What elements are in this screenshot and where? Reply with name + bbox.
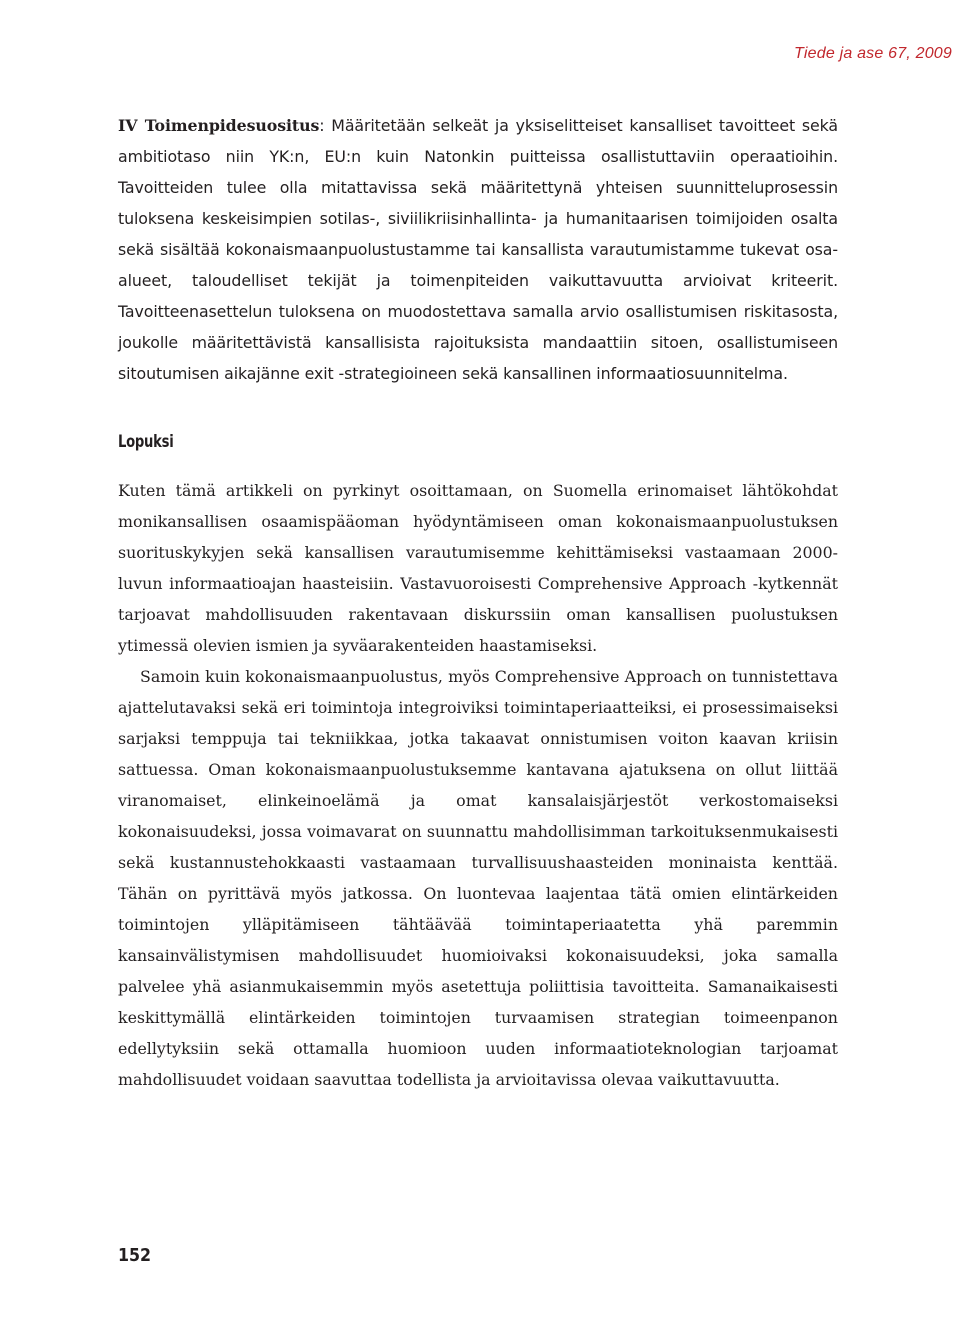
body-paragraph: Samoin kuin kokonaismaanpuolustus, myös Comprehensive Approach on tunnistettava ajattelutavaksi sekä eri toimintoja integroiviksi toimintaperiaatteiksi, ei prosessimaiseksi sarjaksi temppuja tai tekniikkaa, jotka takaavat onnistumisen voiton kaavan kriisin sattuessa. Oman kokonaismaanpuolustuksemme kantavana ajatuksena on ollut liittää viranomaiset, elinkeinoelämä ja omat kansalaisjärjestöt verkostomaiseksi kokonaisuudeksi, jossa voimavarat on suunnattu mahdollisimman tarkoituksenmukaisesti sekä kustannustehokkaasti vastaamaan turvallisuushaasteiden moninaista kenttää. Tähän on pyrittävä myös jatkossa. On luontevaa laajentaa tätä omien elintärkeiden toimintojen ylläpitämiseen tähtäävää toimintaperiaatetta yhä paremmin kansainvälistymisen mahdollisuudet huomioivaksi kokonaisuudeksi, joka samalla palvelee yhä asianmukaisemmin myös asetettuja poliittisia tavoitteita. Samanaikaisesti keskittymällä elintärkeiden toimintojen turvaamisen strategian toimeenpanon edellytyksiin sekä ottamalla huomioon uuden informaatioteknologian tarjoamat mahdollisuudet voidaan saavuttaa todellista ja arvioitavissa olevaa vaikuttavuutta. xyxy=(118,667,838,1089)
recommendation-text: : Määritetään selkeät ja yksiselitteiset kansalliset tavoitteet sekä ambitiotaso niin YK:n, EU:n kuin Natonkin puitteissa osallistuttaviin operaatioihin. Tavoitteiden tulee olla mitattavissa sekä määritettynä yhteisen suunnitteluprosessin tuloksena keskeisimpien sotilas-, siviilikriisinhallinta- ja humanitaarisen toimijoiden osalta sekä sisältää kokonaismaanpuolustustamme tai kansallista varautumistamme tukevat osa-alueet, taloudelliset tekijät ja toimenpiteiden vaikuttavuutta arvioivat kriteerit. Tavoitteenasettelun tuloksena on muodostettava samalla arvio osallistumisen riskitasosta, joukolle määritettävistä kansallisista rajoituksista mandaattiin sitoen, osallistumiseen sitoutumisen aikajänne exit -strategioineen sekä kansallinen informaatiosuunnitelma. xyxy=(118,116,839,383)
section-heading: Lopuksi xyxy=(118,432,174,452)
page-number: 152 xyxy=(118,1245,152,1266)
running-header: Tiede ja ase 67, 2009 xyxy=(794,45,952,62)
recommendation-paragraph xyxy=(118,110,838,389)
body-paragraph: Kuten tämä artikkeli on pyrkinyt osoittamaan, on Suomella erinomaiset lähtökohdat monikansallisen osaamispääoman hyödyntämiseen oman kokonaismaanpuolustuksen suorituskykyjen sekä kansallisen varautumisemme kehittämiseksi vastaamaan 2000-luvun informaatioajan haasteisiin. Vastavuoroisesti Comprehensive Approach -kytkennät tarjoavat mahdollisuuden rakentavaan diskurssiin oman kansallisen puolustuksen ytimessä olevien ismien ja syväarakenteiden haastamiseksi. xyxy=(118,481,838,655)
article-body xyxy=(118,110,838,1095)
recommendation-lead: IV Toimenpidesuositus xyxy=(118,116,320,135)
